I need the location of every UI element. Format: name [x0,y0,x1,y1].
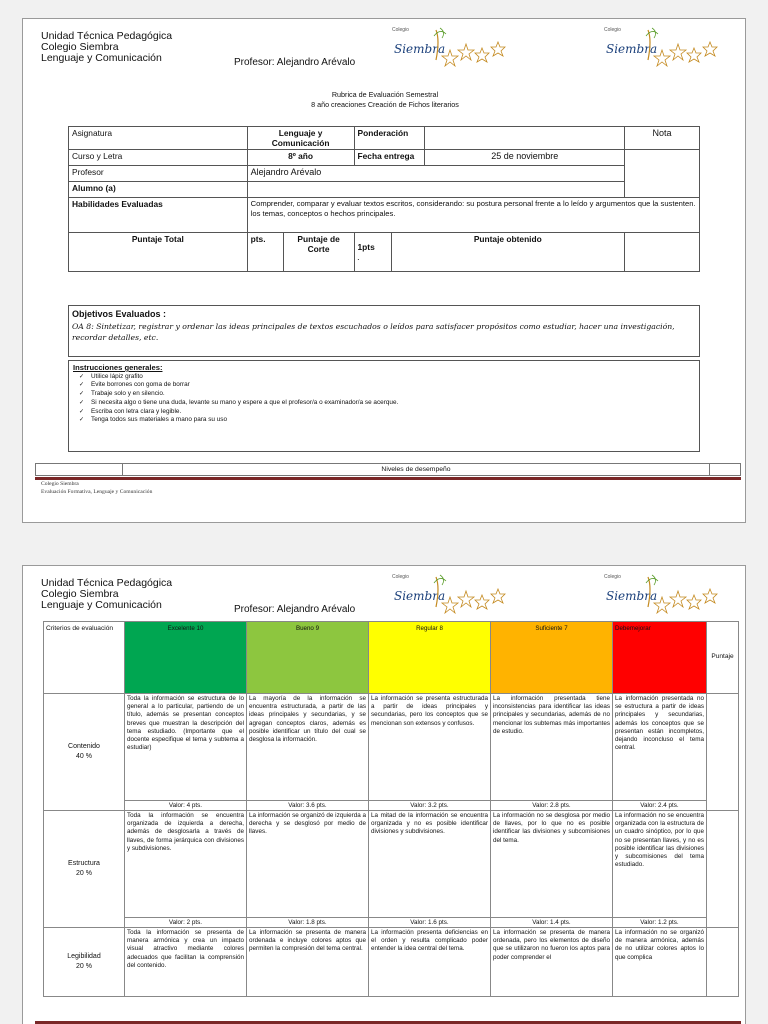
table-row [44,928,739,997]
curso-value: 8º año [247,150,354,166]
header-profesor: Profesor: Alejandro Arévalo [234,604,356,615]
list-item: ✓ Utilice lápiz grafito [91,373,695,382]
rubric-cell: La información presentada no se estructura a partir de ideas principales y secundarias, además los conceptos que se presentan están incompletos, dejando inconcluso el tema central. [613,694,707,801]
header-line-1: Unidad Técnica Pedagógica [41,30,173,42]
criterio-estructura: Estructura 20 % [44,811,125,928]
stars-icon [600,569,730,619]
instrucciones-box [68,360,700,452]
school-logo: Colegio Siembra [388,22,518,72]
criterio-contenido: Contenido 40 % [44,694,125,811]
asignatura-label: Asignatura [69,127,248,150]
level-excelente: Excelente 10 [125,622,247,694]
pts-label: pts. [247,233,283,272]
school-logo: Colegio Siembra [388,569,518,619]
nota-label: Nota [625,127,700,150]
level-bueno: Bueno 9 [247,622,369,694]
profesor-value: Alejandro Arévalo [247,166,624,182]
rubric-cell: La información se presenta de manera ordenada e incluye colores aptos que permiten la compresión del tema central. [247,928,369,997]
rubric-cell: Toda la información se encuentra organizada de izquierda a derecha, además de desglosarla a través de llaves, de forma jerárquica con divisiones y subdivisiones. [125,811,247,918]
habilidades-label: Habilidades Evaluadas [69,198,248,233]
rubric-value: Valor: 3.2 pts. [369,801,491,811]
rubric-cell: La información no se organizó de manera armónica, además de no utilizar colores aptos lo que complica [613,928,707,997]
criterio-legibilidad: Legibilidad 20 % [44,928,125,997]
header-line-2: Colegio Siembra [41,41,119,53]
rubric-value: Valor: 2.4 pts. [613,801,707,811]
list-item: ✓ Trabaje solo y en silencio. [91,390,695,399]
rubric-value: Valor: 2 pts. [125,918,247,928]
rubric-cell: La información no se desglosa por medio de llaves, por lo que no es posible identificar las divisiones y subcomisiones del tema. [491,811,613,918]
rubric-value: Valor: 1.2 pts. [613,918,707,928]
instrucciones-list [73,373,695,425]
document-page-2 [22,565,746,1024]
puntaje-cell [707,811,739,928]
table-row [44,801,739,811]
rubric-cell: Toda la información se estructura de lo general a lo particular, partiendo de un título, además se presentan conceptos breves que muestran la descripción del tema estudiado. (Importante que el docente especifique el tema y subtema a estudiar) [125,694,247,801]
rubric-table [43,621,739,997]
rubric-value: Valor: 1.4 pts. [491,918,613,928]
rubric-cell: La información se presenta estructurada a partir de ideas principales y secundarias, pero los conceptos que se mencionan son extensos y confusos. [369,694,491,801]
school-logo-right: Colegio Siembra [600,22,730,72]
puntaje-corte-label: Puntaje de Corte [283,233,354,272]
corte-value: 1pts . [354,233,391,272]
rubric-cell: La información se organizó de izquierda a derecha y se desglosó por medio de llaves. [247,811,369,918]
rubric-cell: La información presenta deficiencias en el orden y resulta complicado poder entender la idea central del tema. [369,928,491,997]
objetivos-text: OA 8: Sintetizar, registrar y ordenar las ideas principales de textos escuchados o leídos para satisfacer propósitos como estudiar, hacer una investigación, recordar detalles, etc. [72,322,675,342]
page-footer [41,480,152,496]
alumno-value [247,182,624,198]
curso-label: Curso y Letra [69,150,248,166]
level-suficiente: Suficiente 7 [491,622,613,694]
niveles-bar [35,463,741,476]
puntaje-obtenido-value [625,233,700,272]
level-regular: Regular 8 [369,622,491,694]
rubric-cell: La mitad de la información se encuentra organizada y no es posible identificar divisiones y subdivisiones. [369,811,491,918]
niveles-label: Niveles de desempeño [123,464,710,475]
stars-icon [388,569,518,619]
criterios-label: Criterios de evaluación [44,622,125,694]
fecha-value: 25 de noviembre [425,150,625,166]
nota-value [625,150,700,198]
info-table [68,126,700,272]
rubric-cell: La información se presenta de manera ordenada, pero los elementos de diseño que se utilizaron no fueron los aptos para poder comprender el [491,928,613,997]
rubric-value: Valor: 1.6 pts. [369,918,491,928]
objetivos-label: Objetivos Evaluados : [72,309,167,319]
list-item: ✓ Evite borrones con goma de borrar [91,381,695,390]
profesor-label: Profesor [69,166,248,182]
level-debemejorar: Debemejorar [613,622,707,694]
table-row [44,694,739,801]
instrucciones-label: Instrucciones generales: [73,363,163,372]
puntaje-total-label: Puntaje Total [69,233,248,272]
objetivos-box [68,305,700,357]
header-profesor: Profesor: Alejandro Arévalo [234,57,356,68]
footer-line-2: Evaluación Formativa, Lenguaje y Comunicación [41,489,153,495]
list-item: ✓ Tenga todos sus materiales a mano para su uso [91,416,695,425]
fecha-label: Fecha entrega [354,150,425,166]
rubric-cell: La información presentada tiene inconsistencias para identificar las ideas principales y secundarias, además de no mencionar los subtemas más importantes de estudio. [491,694,613,801]
rubric-cell: Toda la información se presenta de manera armónica y crea un impacto visual atractivo mediante colores adecuados que facilitan la comprensión del contenido. [125,928,247,997]
table-row [44,811,739,918]
header-line-2: Colegio Siembra [41,588,119,600]
puntaje-label: Puntaje [707,622,739,694]
ponderacion-value [425,127,625,150]
ponderacion-label: Ponderación [354,127,425,150]
header-line-1: Unidad Técnica Pedagógica [41,577,173,589]
page-header [41,578,172,611]
document-title: Rubrica de Evaluación Semestral [331,90,439,99]
rubric-cell: La mayoría de la información se encuentra estructurada, a partir de las ideas principales y secundarias, y se agregan conceptos claros, además es posible identificar un título del cual se desglosa la información. [247,694,369,801]
header-line-3: Lenguaje y Comunicación [41,599,162,611]
alumno-label: Alumno (a) [69,182,248,198]
puntaje-obtenido-label: Puntaje obtenido [391,233,625,272]
rubric-value: Valor: 4 pts. [125,801,247,811]
list-item: ✓ Si necesita algo o tiene una duda, levante su mano y espere a que el profesor/a o examinador/a se acerque. [91,399,695,408]
puntaje-cell [707,928,739,997]
table-row [44,918,739,928]
header-line-3: Lenguaje y Comunicación [41,52,162,64]
stars-icon [388,22,518,72]
rubric-value: Valor: 3.6 pts. [247,801,369,811]
document-subtitle: 8 año creaciones Creación de Fichos literarios [311,100,459,109]
rubric-cell: La información no se encuentra organizada con la estructura de un cuadro sinóptico, por lo que no se presentan llaves, y no es posible identificar las divisiones y subcomisiones del tema estudiado. [613,811,707,918]
asignatura-value: Lenguaje y Comunicación [247,127,354,150]
rubric-value: Valor: 1.8 pts. [247,918,369,928]
rubric-header-row [44,622,739,694]
footer-line-1: Colegio Siembra [41,481,79,487]
school-logo-right: Colegio Siembra [600,569,730,619]
stars-icon [600,22,730,72]
habilidades-value: Comprender, comparar y evaluar textos escritos, considerando: su postura personal frente a lo leído y argumentos que la sustenten. los temas, conceptos o hechos principales. [247,198,699,233]
list-item: ✓ Escriba con letra clara y legible. [91,408,695,417]
rubric-value: Valor: 2.8 pts. [491,801,613,811]
document-page-1 [22,18,746,523]
page-header [41,31,172,64]
puntaje-cell [707,694,739,811]
